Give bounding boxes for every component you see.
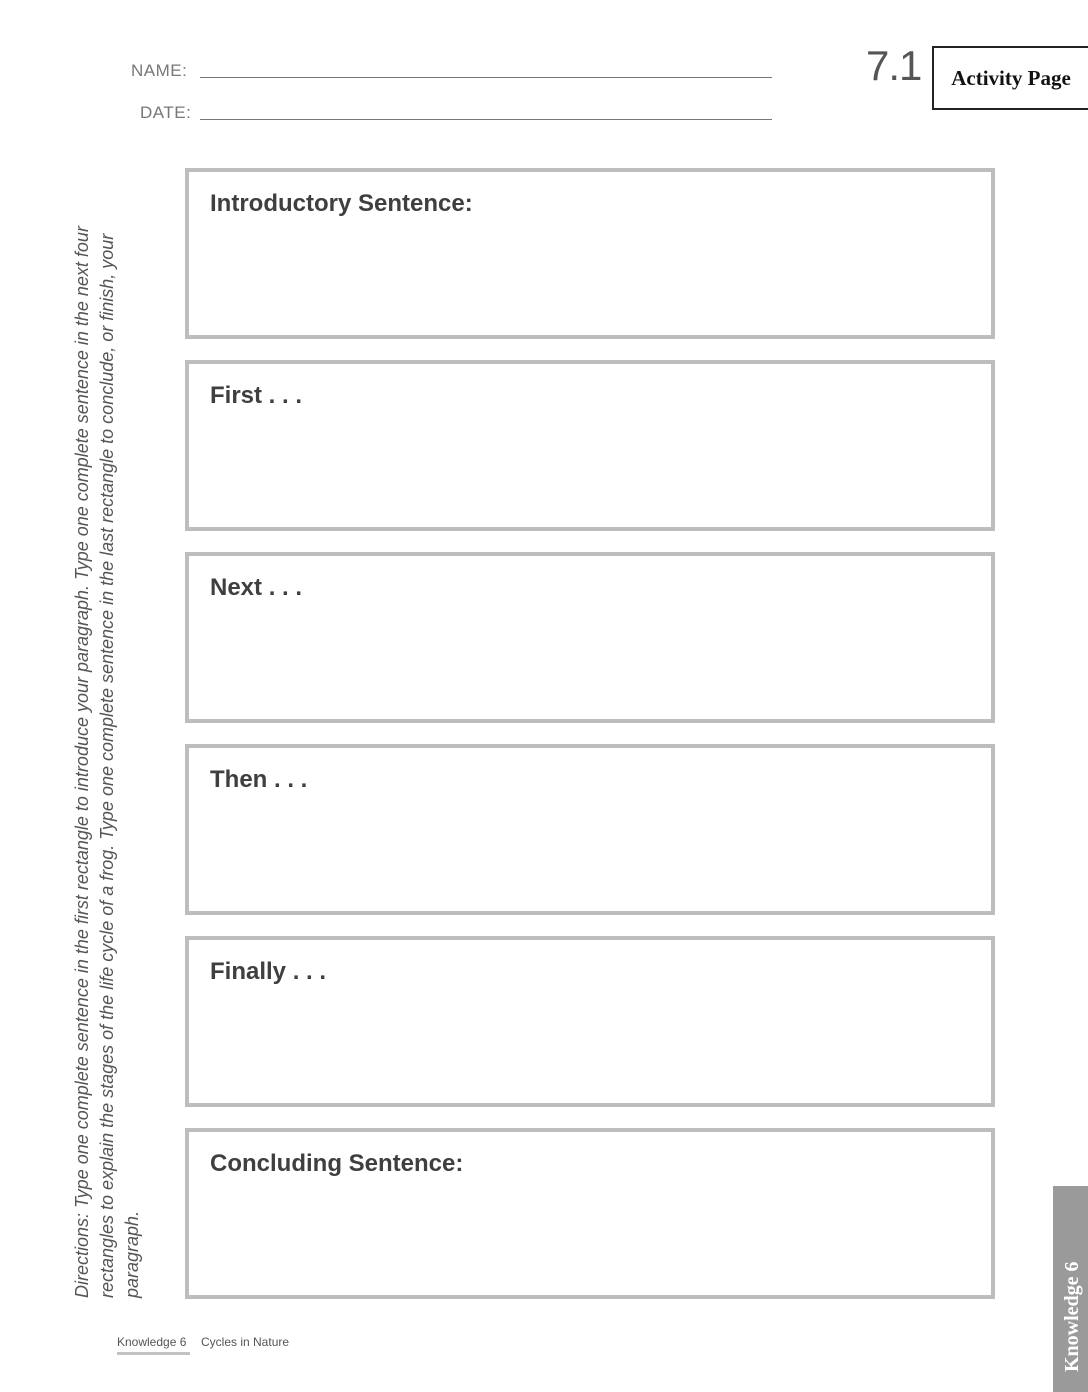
date-field-line[interactable] xyxy=(200,119,772,120)
box-label: Introductory Sentence: xyxy=(210,190,473,217)
then-box[interactable] xyxy=(185,744,995,915)
first-box[interactable] xyxy=(185,360,995,531)
box-label: Concluding Sentence: xyxy=(210,1150,464,1177)
side-tab xyxy=(1053,1186,1088,1392)
name-label: NAME: xyxy=(131,61,188,80)
finally-box[interactable] xyxy=(185,936,995,1107)
directions-text: Directions: Type one complete sentence in the first rectangle to introduce your paragraph. Type one complete sentence in the next four rectangles to explain the stages of the life cycle of a frog. Type one complete sentence in the last rectangle to conclude, or finish, your paragraph. xyxy=(72,226,142,1298)
box-label: Finally . . . xyxy=(210,958,327,985)
footer-underline xyxy=(117,1352,190,1355)
footer-unit: Cycles in Nature xyxy=(201,1335,290,1349)
activity-page-badge: Activity Page xyxy=(932,46,1088,110)
next-box[interactable] xyxy=(185,552,995,723)
box-label: Then . . . xyxy=(210,766,308,793)
page-number: 7.1 xyxy=(866,42,922,89)
name-field-line[interactable] xyxy=(200,77,772,78)
footer-book: Knowledge 6 xyxy=(117,1335,187,1349)
side-tab-label: Knowledge 6 xyxy=(1061,1261,1083,1372)
box-label: First . . . xyxy=(210,382,303,409)
concluding-sentence-box[interactable] xyxy=(185,1128,995,1299)
date-label: DATE: xyxy=(140,103,192,122)
box-label: Next . . . xyxy=(210,574,303,601)
introductory-sentence-box[interactable] xyxy=(185,168,995,339)
